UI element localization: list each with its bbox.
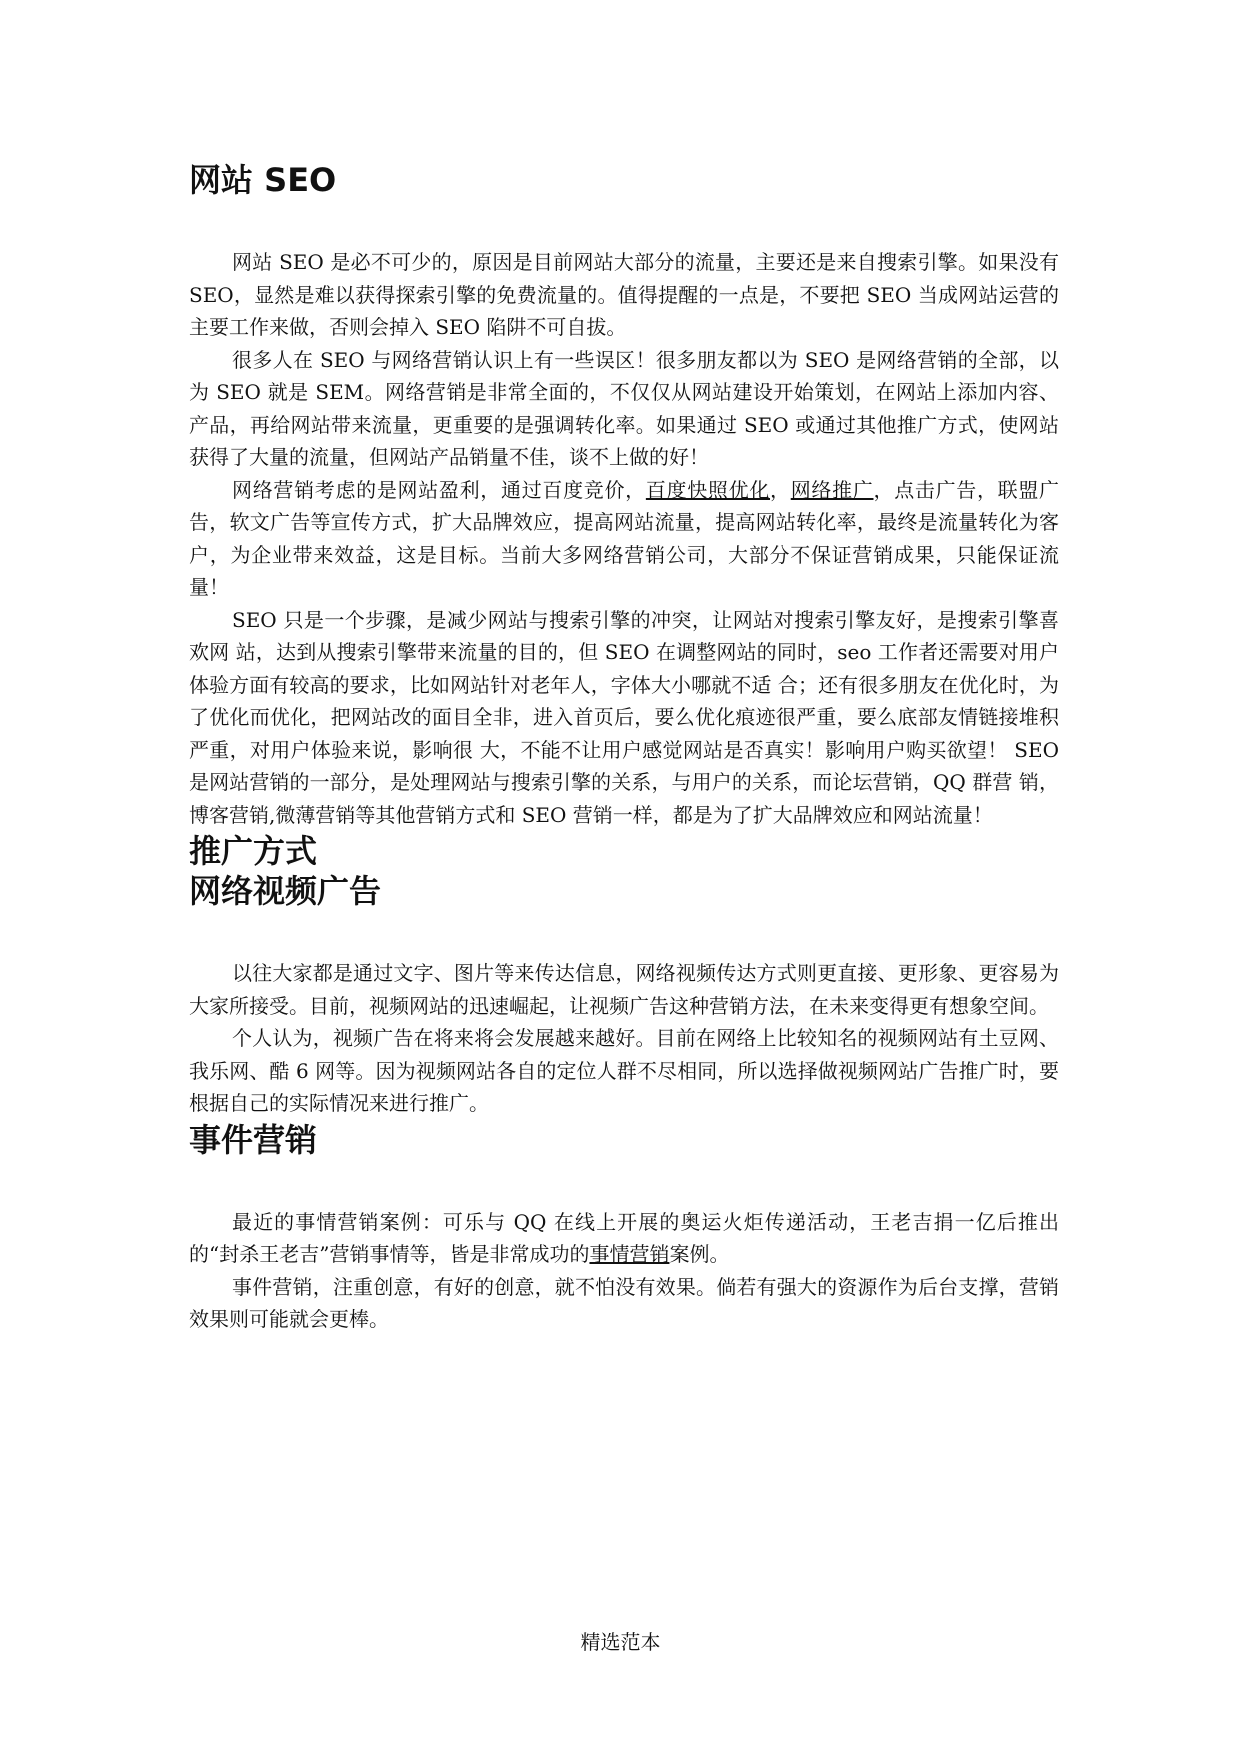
paragraph-event-marketing-2: 事件营销，注重创意，有好的创意，就不怕没有效果。倘若有强大的资源作为后台支撑，营销效果则可能就会更棒。: [189, 1274, 1059, 1331]
section-website-seo-body: [189, 246, 1059, 831]
paragraph-seo-2: 很多人在 SEO 与网络营销认识上有一些误区！很多朋友都以为 SEO 是网络营销的全部，以为 SEO 就是 SEM。网络营销是非常全面的，不仅仅从网站建设开始策划，在网站上添加内容、产品，再给网站带来流量，更重要的是强调转化率。如果通过 SEO 或通过其他推广方式，使网站获得了大量的流量，但网站产品销量不佳，谈不上做的好！: [189, 347, 1059, 469]
paragraph-seo-3-text-a: 网络营销考虑的是网站盈利，通过百度竞价，: [232, 477, 646, 502]
link-baidu-snapshot-optimization[interactable]: 百度快照优化: [645, 477, 771, 502]
document-content: [189, 160, 1059, 1336]
paragraph-seo-4: SEO 只是一个步骤，是减少网站与搜索引擎的冲突，让网站对搜索引擎友好，是搜索引擎喜欢网 站，达到从搜索引擎带来流量的目的，但 SEO 在调整网站的同时，seo 工作者还需要对用户体验方面有较高的要求，比如网站针对老年人，字体大小哪就不适 合；还有很多朋友在优化时，为了优化而优化，把网站改的面目全非，进入首页后，要么优化痕迹很严重，要么底部友情链接堆积严重，对用户体验来说，影响很 大，不能不让用户感觉网站是否真实！影响用户购买欲望！ SEO 是网站营销的一部分，是处理网站与搜索引擎的关系，与用户的关系，而论坛营销，QQ 群营 销，博客营销,微薄营销等其他营销方式和 SEO 营销一样，都是为了扩大品牌效应和网站流量！: [189, 607, 1059, 827]
heading-event-marketing: 事件营销: [189, 1120, 318, 1159]
paragraph-seo-3-text-b: ，: [770, 477, 791, 502]
paragraph-seo-3-text-c: ，点击广告，联盟广告，软文广告等宣传方式，扩大品牌效应，提高网站流量，提高网站转化率，最终是流量转化为客户，为企业带来效益，这是目标。当前大多网络营销公司，大部分不保证营销成果，只能保证流量！: [189, 477, 1060, 599]
paragraph-video-ads-2: 个人认为，视频广告在将来将会发展越来越好。目前在网络上比较知名的视频网站有土豆网、我乐网、酷 6 网等。因为视频网站各自的定位人群不尽相同，所以选择做视频网站广告推广时，要根据自己的实际情况来进行推广。: [189, 1026, 1059, 1115]
heading-website-seo: 网站 SEO: [189, 161, 337, 199]
paragraph-video-ads-1: 以往大家都是通过文字、图片等来传达信息，网络视频传达方式则更直接、更形象、更容易为大家所接受。目前，视频网站的迅速崛起，让视频广告这种营销方法，在未来变得更有想象空间。: [189, 961, 1059, 1018]
page-footer: 精选范本: [580, 1630, 661, 1654]
paragraph-event-1-text-b: 案例。: [669, 1242, 730, 1266]
section-event-marketing-body: [189, 1206, 1059, 1336]
heading-online-video-ads: 网络视频广告: [189, 872, 382, 910]
link-network-promotion[interactable]: 网络推广: [790, 477, 874, 502]
link-event-marketing[interactable]: 事情营销: [589, 1242, 670, 1266]
paragraph-seo-3: [189, 474, 1059, 604]
paragraph-event-1-text-a: 最近的事情营销案例：可乐与 QQ 在线上开展的奥运火炬传递活动，王老吉捐一亿后推出的“封杀王老吉”营销事情等，皆是非常成功的: [189, 1209, 1059, 1266]
section-video-ads-body: [189, 957, 1059, 1120]
paragraph-seo-1: 网站 SEO 是必不可少的，原因是目前网站大部分的流量，主要还是来自搜索引擎。如果没有 SEO，显然是难以获得探索引擎的免费流量的。值得提醒的一点是，不要把 SEO 当成网站运营的主要工作来做，否则会掉入 SEO 陷阱不可自拔。: [189, 250, 1059, 339]
heading-promotion-methods: 推广方式: [189, 832, 318, 870]
paragraph-event-marketing-1: [189, 1206, 1059, 1271]
